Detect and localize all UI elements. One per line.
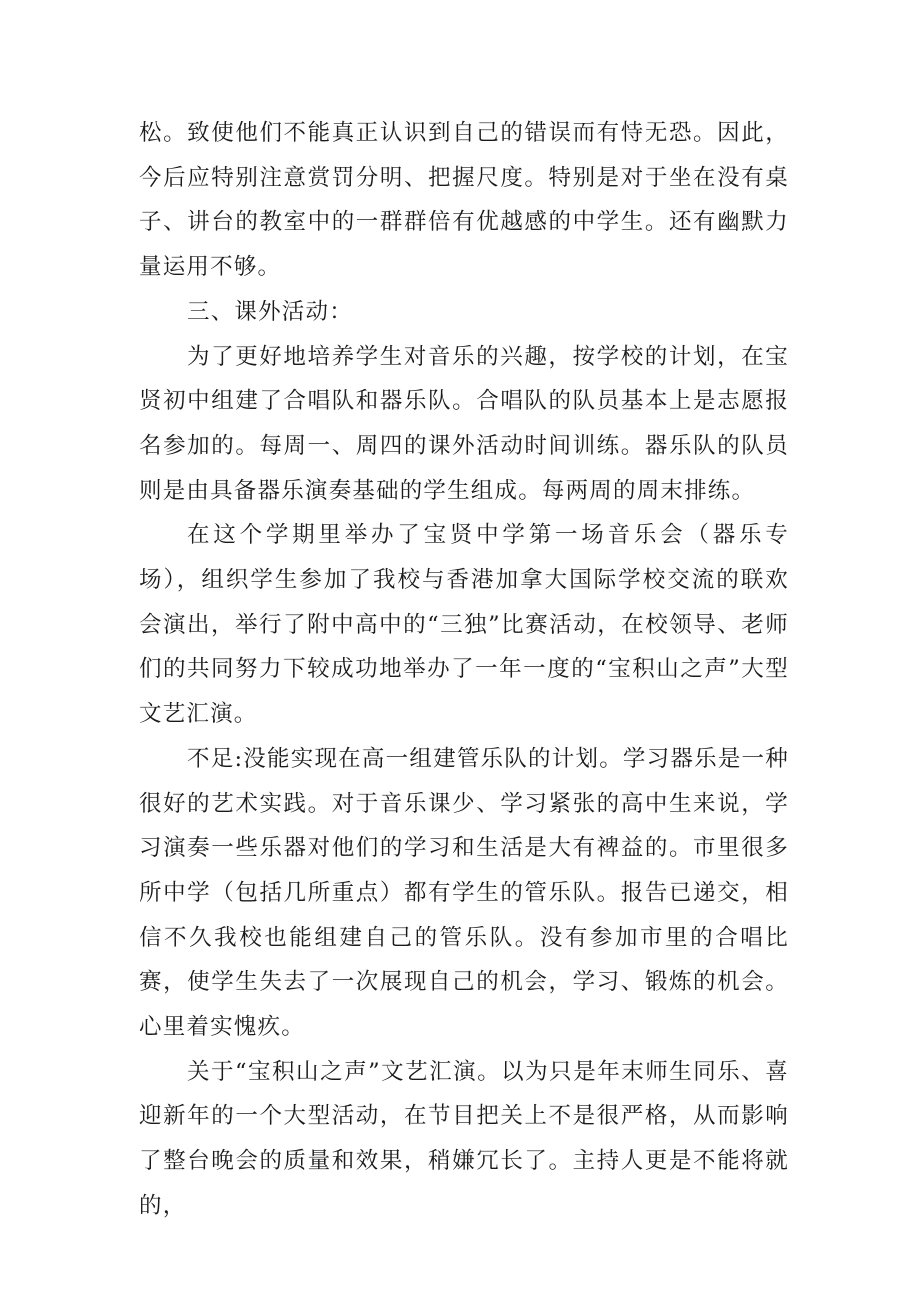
paragraph-continuation: 松。致使他们不能真正认识到自己的错误而有恃无恐。因此，今后应特别注意赏罚分明、把握尺度。特别是对于坐在没有桌子、讲台的教室中的一群群倍有优越感的中学生。还有幽默力量运用不够。 [139,120,789,281]
document-body [139,111,789,1229]
section-heading-extracurricular: 三、课外活动： [187,298,353,325]
paragraph-concert-events: 在这个学期里举办了宝贤中学第一场音乐会（器乐专场），组织学生参加了我校与香港加拿大国际学校交流的联欢会演出，举行了附中高中的“三独”比赛活动，在校领导、老师们的共同努力下较成功地举办了一年一度的“宝积山之声”大型文艺汇演。 [139,522,789,728]
paragraph-performance-review: 关于“宝积山之声”文艺汇演。以为只是年末师生同乐、喜迎新年的一个大型活动，在节目把关上不是很严格，从而影响了整台晚会的质量和效果，稍嫌冗长了。主持人更是不能将就的， [139,1058,789,1219]
paragraph-shortcomings: 不足:没能实现在高一组建管乐队的计划。学习器乐是一种很好的艺术实践。对于音乐课少、学习紧张的高中生来说，学习演奏一些乐器对他们的学习和生活是大有裨益的。市里很多所中学（包括几所重点）都有学生的管乐队。报告已递交，相信不久我校也能组建自己的管乐队。没有参加市里的合唱比赛，使学生失去了一次展现自己的机会，学习、锻炼的机会。心里着实愧疚。 [139,745,789,1041]
paragraph-choir-band: 为了更好地培养学生对音乐的兴趣，按学校的计划，在宝贤初中组建了合唱队和器乐队。合唱队的队员基本上是志愿报名参加的。每周一、周四的课外活动时间训练。器乐队的队员则是由具备器乐演奏基础的学生组成。每两周的周末排练。 [139,343,789,504]
